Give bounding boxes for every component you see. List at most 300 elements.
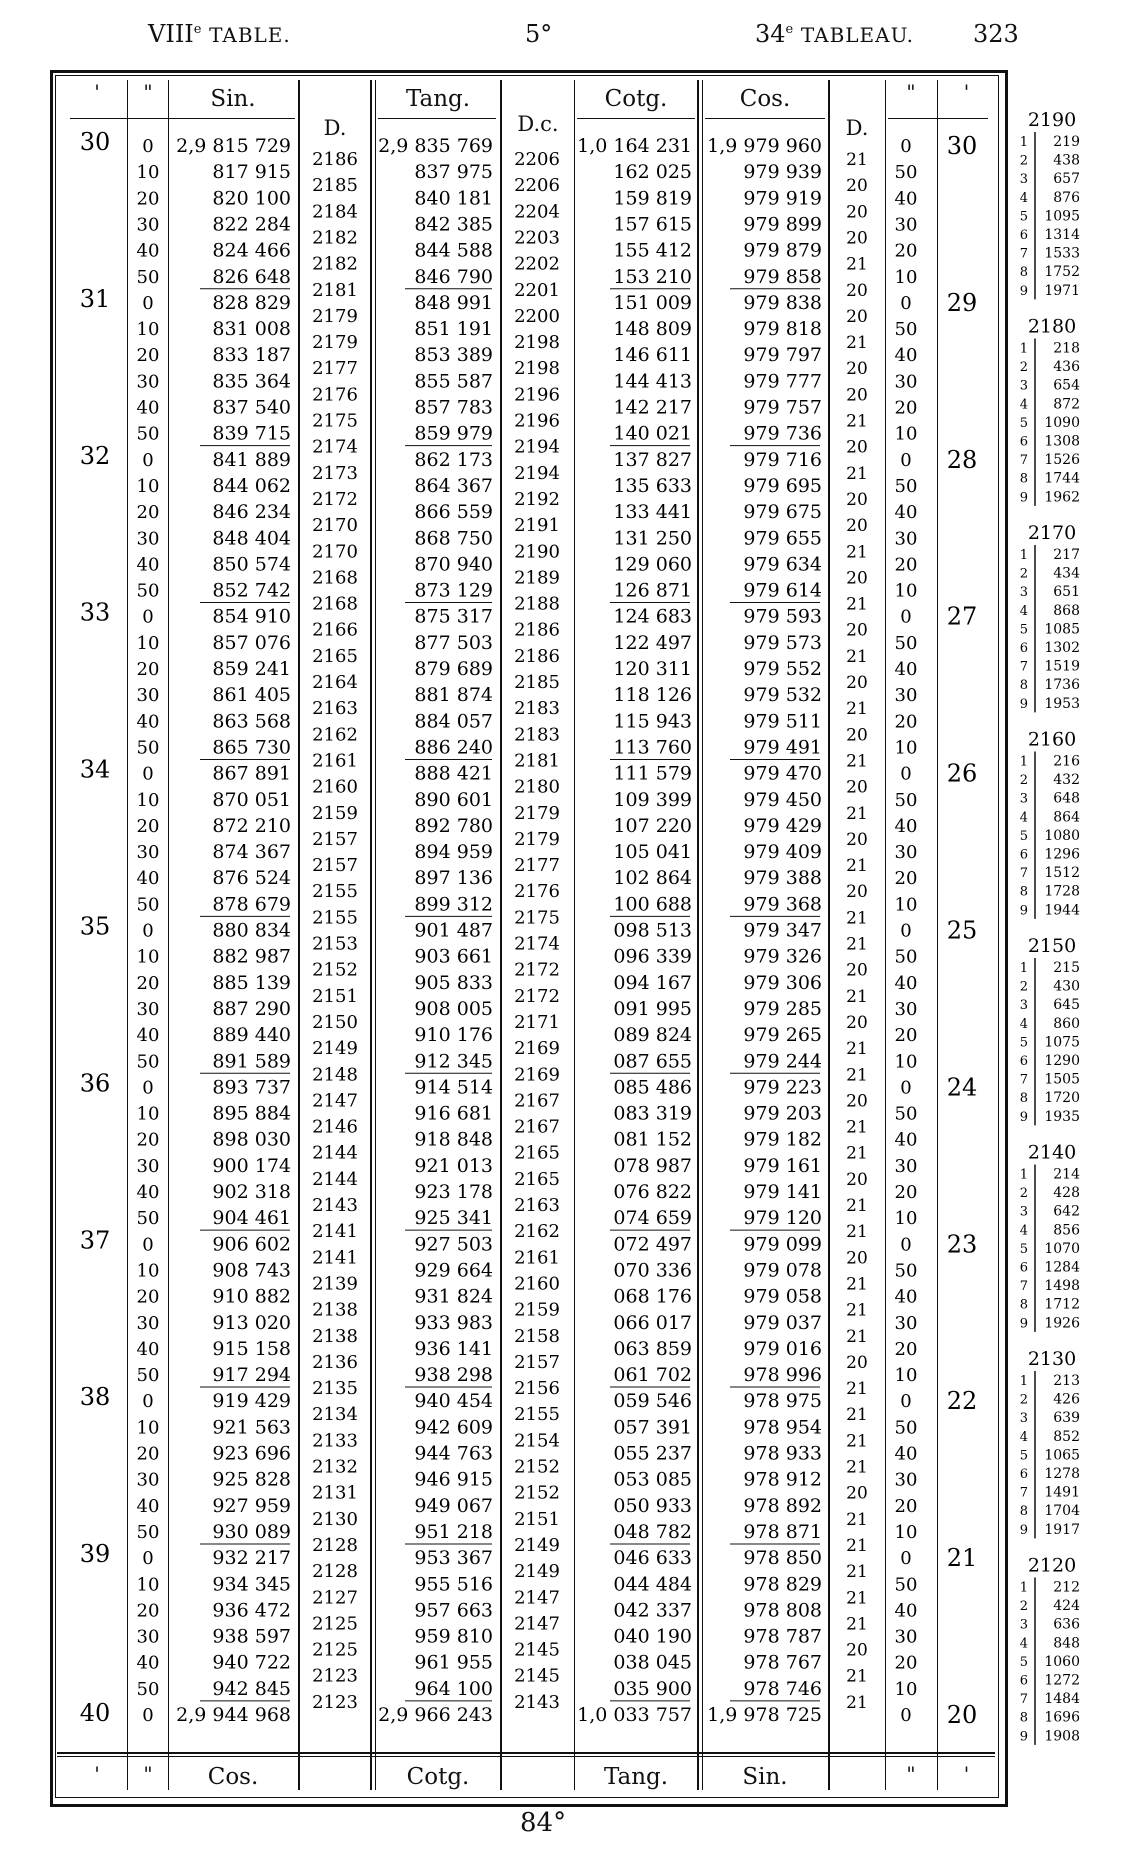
pp-index: 3 [1019, 172, 1028, 188]
cos-cell: 979 429 [743, 814, 822, 837]
seconds-right-cell: 40 [894, 1600, 918, 1622]
pp-index: 2 [1019, 566, 1028, 582]
diff-cell: 2147 [312, 1090, 358, 1112]
seconds-cell: 20 [136, 815, 160, 837]
seconds-cell: 50 [136, 423, 160, 445]
cotg-cell: 109 399 [613, 788, 692, 811]
diff-cell: 2128 [312, 1561, 358, 1583]
diff-cell: 2185 [312, 175, 358, 197]
seconds-cell: 30 [136, 1469, 160, 1491]
pp-value: 1704 [1044, 1503, 1080, 1520]
sin-cell: 824 466 [212, 239, 291, 262]
diff-cell: 2179 [312, 332, 358, 354]
diff-cos-cell: 20 [846, 1248, 868, 1269]
tang-cell: 901 487 [414, 919, 493, 942]
seconds-cell: 40 [136, 1652, 160, 1674]
seconds-cell: 10 [136, 632, 160, 654]
diff-cell: 2141 [312, 1247, 358, 1269]
tang-cell: 870 940 [414, 553, 493, 576]
cos-cell: 979 161 [743, 1154, 822, 1177]
diff-cell: 2125 [312, 1613, 358, 1635]
diff-cos-cell: 21 [846, 594, 868, 615]
diff-cos-cell: 20 [846, 777, 868, 798]
diff-cos-cell: 21 [846, 1117, 868, 1138]
seconds-right-cell: 40 [894, 188, 918, 210]
diff-cell: 2168 [312, 567, 358, 589]
cotg-cell: 083 319 [613, 1102, 692, 1125]
diff-cos-cell: 20 [846, 673, 868, 693]
diff-common-cell: 2159 [514, 1299, 560, 1321]
pp-index: 1 [1019, 341, 1028, 357]
pp-index: 4 [1019, 1016, 1028, 1032]
pp-index: 7 [1019, 453, 1028, 469]
seconds-right-cell: 40 [894, 659, 918, 680]
minute-label-right: 29 [946, 288, 978, 317]
sin-cell: 841 889 [212, 448, 291, 471]
pp-value: 852 [1053, 1428, 1080, 1445]
tang-cell: 910 176 [414, 1024, 493, 1047]
cos-cell: 979 491 [743, 736, 822, 759]
pp-index: 8 [1019, 1091, 1028, 1107]
diff-cell: 2182 [312, 253, 358, 275]
tang-cell: 888 421 [414, 762, 493, 785]
seconds-cell: 50 [136, 1521, 160, 1543]
cos-cell: 978 975 [743, 1390, 822, 1413]
cotg-cell: 144 413 [613, 370, 692, 393]
tang-cell: 862 173 [414, 448, 493, 471]
seconds-right-cell: 20 [894, 240, 918, 262]
seconds-right-cell: 0 [900, 606, 912, 628]
tang-cell: 859 979 [414, 422, 493, 445]
diff-common-cell: 2157 [514, 1351, 560, 1373]
seconds-right-cell: 0 [900, 763, 912, 785]
foot-head-seconds: " [143, 1762, 153, 1786]
seconds-cell: 30 [136, 214, 160, 236]
pp-value: 868 [1053, 602, 1080, 619]
pp-title: 2120 [1027, 1554, 1077, 1577]
cos-cell: 979 858 [743, 265, 822, 288]
cos-cell: 979 919 [743, 187, 822, 210]
header-roman: VIII [148, 20, 194, 48]
pp-title: 2180 [1027, 315, 1077, 338]
sin-cell: 865 730 [212, 736, 291, 759]
seconds-right-cell: 30 [894, 842, 918, 864]
pp-index: 8 [1019, 884, 1028, 900]
pp-index: 3 [1019, 1411, 1028, 1427]
minute-label: 38 [79, 1383, 111, 1412]
pp-index: 3 [1019, 998, 1028, 1014]
diff-cos-cell: 21 [846, 1457, 868, 1478]
diff-common-cell: 2147 [514, 1613, 560, 1635]
seconds-right-cell: 10 [894, 1521, 918, 1543]
pp-value: 1080 [1044, 827, 1080, 844]
cos-cell: 979 306 [743, 971, 822, 994]
diff-common-cell: 2175 [514, 907, 560, 929]
pp-index: 7 [1019, 1692, 1028, 1708]
tang-cell: 957 663 [414, 1599, 493, 1622]
diff-common-cell: 2177 [514, 855, 560, 877]
seconds-cell: 20 [136, 972, 160, 994]
seconds-right-cell: 20 [894, 1338, 918, 1360]
tang-cell: 851 191 [414, 318, 493, 341]
diff-cos-cell: 21 [846, 908, 868, 929]
seconds-right-cell: 10 [894, 266, 918, 288]
diff-cell: 2159 [312, 802, 358, 824]
diff-common-cell: 2176 [514, 881, 560, 903]
header-right-word: TABLEAU. [800, 23, 914, 47]
col-head-dc: D.c. [517, 112, 559, 136]
pp-index: 9 [1019, 1729, 1028, 1745]
seconds-cell: 10 [136, 789, 160, 811]
sin-cell: 837 540 [212, 396, 291, 419]
sin-cell: 872 210 [212, 814, 291, 837]
diff-cos-cell: 21 [846, 1614, 868, 1635]
seconds-right-cell: 50 [894, 632, 918, 654]
diff-cos-cell: 20 [846, 620, 868, 641]
tang-cell: 959 810 [414, 1625, 493, 1648]
sin-cell: 915 158 [212, 1337, 291, 1360]
seconds-right-cell: 10 [894, 894, 918, 916]
cos-cell: 978 954 [743, 1416, 822, 1439]
pp-index: 6 [1019, 1260, 1028, 1276]
header-right-num: 34 [755, 20, 786, 48]
sin-cell: 921 563 [212, 1416, 291, 1439]
pp-value: 1728 [1044, 883, 1080, 900]
minute-label: 30 [79, 128, 111, 156]
cotg-cell: 129 060 [613, 553, 692, 576]
seconds-cell: 0 [142, 920, 154, 942]
seconds-right-cell: 30 [894, 685, 918, 707]
cos-cell: 979 037 [743, 1311, 822, 1334]
diff-cell: 2123 [312, 1691, 358, 1713]
tang-cell: 884 057 [414, 710, 493, 733]
pp-value: 218 [1053, 340, 1080, 357]
minute-label-right: 22 [946, 1387, 978, 1416]
diff-common-cell: 2174 [514, 933, 560, 955]
diff-cos-cell: 20 [846, 202, 868, 223]
tang-cell: 925 341 [414, 1207, 493, 1230]
tang-cell: 921 013 [414, 1154, 493, 1177]
pp-value: 432 [1053, 772, 1080, 789]
seconds-cell: 0 [142, 449, 154, 471]
pp-index: 4 [1019, 190, 1028, 206]
pp-value: 212 [1053, 1579, 1080, 1596]
tang-cell: 875 317 [414, 605, 493, 628]
foot-head-seconds-right: " [906, 1762, 916, 1786]
minute-label: 39 [79, 1540, 111, 1569]
cos-cell: 979 409 [743, 841, 822, 864]
sin-cell: 940 722 [212, 1651, 291, 1674]
seconds-cell: 40 [136, 1495, 160, 1517]
diff-cell: 2160 [312, 776, 358, 798]
pp-value: 1278 [1044, 1466, 1080, 1482]
pp-value: 1290 [1044, 1053, 1080, 1069]
sin-cell: 850 574 [212, 553, 291, 576]
cotg-cell: 162 025 [613, 161, 692, 184]
pp-title: 2130 [1027, 1348, 1077, 1370]
diff-cell: 2152 [312, 959, 358, 981]
cos-cell: 979 223 [743, 1076, 822, 1099]
pp-index: 3 [1019, 1617, 1028, 1633]
tang-cell: 879 689 [414, 658, 493, 680]
sin-cell: 910 882 [212, 1285, 291, 1308]
tang-cell: 944 763 [414, 1442, 493, 1465]
sin-cell: 927 959 [212, 1494, 291, 1517]
diff-cell: 2131 [312, 1482, 358, 1504]
diff-common-cell: 2165 [514, 1168, 560, 1190]
sin-cell: 938 597 [212, 1625, 291, 1648]
diff-common-cell: 2186 [514, 645, 560, 667]
diff-cos-cell: 21 [846, 646, 868, 667]
cotg-cell: 057 391 [613, 1416, 692, 1439]
cotg-cell: 151 009 [613, 291, 692, 314]
cos-cell: 978 850 [743, 1547, 822, 1570]
tang-cell: 886 240 [414, 736, 493, 759]
cotg-cell: 1,0 033 757 [577, 1704, 692, 1726]
diff-cell: 2138 [312, 1299, 358, 1321]
diff-common-cell: 2171 [514, 1011, 560, 1033]
col-head-d2: D. [845, 116, 869, 140]
diff-cell: 2128 [312, 1534, 358, 1556]
cos-cell: 979 939 [743, 161, 822, 184]
cos-cell: 979 511 [743, 710, 822, 733]
diff-common-cell: 2172 [514, 959, 560, 981]
diff-cell: 2170 [312, 515, 358, 537]
diff-cos-cell: 21 [846, 1509, 868, 1530]
seconds-right-cell: 50 [894, 1103, 918, 1125]
seconds-cell: 0 [142, 1705, 154, 1726]
minute-label: 35 [79, 912, 111, 941]
pp-value: 645 [1053, 997, 1080, 1014]
sin-cell: 831 008 [212, 318, 291, 341]
diff-common-cell: 2152 [514, 1482, 560, 1504]
seconds-right-cell: 30 [894, 371, 918, 393]
minute-label: 37 [79, 1226, 111, 1255]
diff-cell: 2133 [312, 1430, 358, 1452]
pp-value: 1065 [1044, 1447, 1080, 1464]
pp-title: 2170 [1027, 522, 1077, 544]
pp-value: 848 [1053, 1635, 1080, 1652]
pp-value: 1744 [1044, 470, 1080, 487]
cos-cell: 979 879 [743, 239, 822, 262]
diff-common-cell: 2201 [514, 279, 560, 301]
pp-index: 1 [1019, 135, 1028, 150]
sin-cell: 885 139 [212, 971, 291, 994]
seconds-right-cell: 30 [894, 1626, 918, 1648]
diff-common-cell: 2200 [514, 305, 560, 327]
diff-common-cell: 2183 [514, 724, 560, 746]
tang-cell: 877 503 [414, 631, 493, 654]
seconds-cell: 40 [136, 1338, 160, 1360]
diff-cell: 2138 [312, 1325, 358, 1347]
diff-cell: 2175 [312, 410, 358, 432]
cotg-cell: 072 497 [613, 1233, 692, 1256]
cos-cell: 979 777 [743, 370, 822, 393]
pp-value: 1302 [1044, 640, 1080, 656]
tang-cell: 846 790 [414, 265, 493, 288]
cotg-cell: 133 441 [613, 501, 692, 524]
seconds-right-cell: 20 [894, 554, 918, 576]
pp-index: 5 [1019, 209, 1028, 225]
seconds-cell: 20 [136, 502, 160, 524]
pp-value: 1272 [1044, 1672, 1080, 1689]
pp-index: 6 [1019, 228, 1028, 243]
pp-index: 3 [1019, 791, 1028, 807]
diff-common-cell: 2189 [514, 567, 560, 589]
pp-index: 5 [1019, 828, 1028, 844]
diff-cell: 2157 [312, 828, 358, 850]
col-rule [828, 80, 830, 1790]
seconds-cell: 0 [142, 1548, 154, 1570]
seconds-cell: 20 [136, 1443, 160, 1465]
pp-index: 5 [1019, 622, 1028, 638]
minute-label: 36 [79, 1069, 111, 1098]
pp-value: 860 [1053, 1015, 1080, 1032]
diff-cell: 2134 [312, 1404, 358, 1426]
pp-index: 1 [1019, 754, 1028, 770]
seconds-cell: 10 [136, 162, 160, 184]
diff-cell: 2132 [312, 1456, 358, 1478]
diff-cell: 2150 [312, 1011, 358, 1033]
seconds-right-cell: 20 [894, 1495, 918, 1517]
diff-cos-cell: 21 [846, 542, 868, 563]
tang-cell: 899 312 [414, 893, 493, 916]
sin-cell: 902 318 [212, 1181, 291, 1203]
diff-common-cell: 2185 [514, 672, 560, 693]
diff-common-cell: 2186 [514, 619, 560, 641]
col-head-tang: Tang. [405, 86, 471, 112]
diff-cos-cell: 21 [846, 1300, 868, 1321]
seconds-cell: 50 [136, 1678, 160, 1700]
cos-cell: 978 892 [743, 1494, 822, 1517]
diff-cell: 2139 [312, 1273, 358, 1295]
diff-cos-cell: 21 [846, 1535, 868, 1556]
diff-cos-cell: 21 [846, 333, 868, 354]
seconds-right-cell: 30 [894, 1469, 918, 1491]
cos-cell: 978 767 [743, 1651, 822, 1674]
cotg-cell: 063 859 [613, 1337, 692, 1360]
pp-value: 1519 [1044, 658, 1080, 675]
diff-cos-cell: 20 [846, 176, 868, 197]
cotg-cell: 135 633 [613, 474, 692, 497]
seconds-cell: 10 [136, 1417, 160, 1439]
col-rule [697, 80, 699, 1790]
pp-value: 864 [1053, 809, 1080, 826]
diff-cell: 2127 [312, 1587, 358, 1609]
foot-head-cos: Cos. [207, 1764, 259, 1790]
diff-common-cell: 2198 [514, 358, 560, 380]
pp-index: 6 [1019, 641, 1028, 656]
pp-value: 1720 [1044, 1090, 1080, 1107]
diff-cell: 2163 [312, 698, 358, 720]
cos-cell: 979 058 [743, 1285, 822, 1308]
pp-index: 1 [1019, 1374, 1028, 1389]
tang-cell: 961 955 [414, 1651, 493, 1674]
diff-common-cell: 2198 [514, 332, 560, 354]
pp-index: 4 [1019, 1223, 1028, 1239]
minute-label-right: 25 [946, 916, 978, 945]
cotg-cell: 137 827 [613, 448, 692, 471]
sin-cell: 908 743 [212, 1259, 291, 1282]
sin-cell: 874 367 [212, 841, 291, 864]
sin-cell: 867 891 [212, 762, 291, 785]
minute-label-right: 21 [946, 1544, 978, 1573]
diff-common-cell: 2204 [514, 201, 560, 223]
sin-cell: 893 737 [212, 1076, 291, 1099]
diff-cos-cell: 20 [846, 1483, 868, 1504]
cos-cell: 979 470 [743, 762, 822, 785]
cos-cell: 979 347 [743, 919, 822, 942]
sin-cell: 923 696 [212, 1442, 291, 1465]
pp-value: 1060 [1044, 1653, 1080, 1670]
diff-cos-cell: 20 [846, 1640, 868, 1661]
pp-index: 2 [1019, 360, 1028, 376]
seconds-right-cell: 0 [900, 1234, 912, 1256]
seconds-right-cell: 20 [894, 397, 918, 419]
diff-cos-cell: 21 [846, 150, 868, 170]
tang-cell: 892 780 [414, 814, 493, 837]
sin-cell: 925 828 [212, 1468, 291, 1491]
cos-cell: 979 450 [743, 788, 822, 811]
pp-index: 7 [1019, 659, 1028, 675]
col-head-cotg: Cotg. [604, 86, 668, 112]
cotg-cell: 140 021 [613, 422, 692, 445]
tang-cell: 903 661 [414, 945, 493, 968]
pp-value: 1971 [1044, 282, 1080, 299]
col-head-seconds: " [143, 80, 153, 104]
cotg-cell: 118 126 [613, 684, 692, 707]
diff-cos-cell: 21 [846, 1065, 868, 1086]
diff-cell: 2144 [312, 1168, 358, 1190]
seconds-right-cell: 30 [894, 528, 918, 550]
tang-cell: 923 178 [414, 1181, 493, 1203]
cos-cell: 979 326 [743, 945, 822, 968]
pp-value: 1736 [1044, 677, 1080, 694]
cotg-cell: 146 611 [613, 344, 692, 367]
cotg-cell: 048 782 [613, 1520, 692, 1543]
cotg-cell: 074 659 [613, 1207, 692, 1230]
header-rule [888, 118, 988, 119]
header-left [148, 20, 291, 48]
minute-label-right: 24 [946, 1073, 978, 1102]
minute-label: 40 [79, 1699, 111, 1727]
tang-cell: 2,9 835 769 [378, 135, 493, 157]
col-rule [370, 80, 372, 1790]
diff-common-cell: 2162 [514, 1221, 560, 1243]
diff-common-cell: 2196 [514, 384, 560, 406]
diff-cell: 2165 [312, 645, 358, 667]
diff-common-cell: 2194 [514, 436, 560, 458]
cos-cell: 978 871 [743, 1520, 822, 1543]
diff-common-cell: 2165 [514, 1142, 560, 1164]
seconds-right-cell: 40 [894, 815, 918, 837]
diff-cos-cell: 21 [846, 1222, 868, 1243]
minute-label-right: 26 [946, 759, 978, 788]
seconds-cell: 20 [136, 659, 160, 680]
cotg-cell: 081 152 [613, 1128, 692, 1151]
pp-value: 214 [1053, 1166, 1080, 1183]
pp-value: 636 [1053, 1616, 1080, 1633]
seconds-right-cell: 10 [894, 737, 918, 759]
footer-degrees: 84° [520, 1808, 567, 1838]
tang-cell: 853 389 [414, 344, 493, 367]
seconds-cell: 10 [136, 319, 160, 341]
pp-index: 7 [1019, 246, 1028, 262]
cos-cell: 979 634 [743, 553, 822, 576]
cotg-cell: 089 824 [613, 1024, 692, 1047]
pp-index: 2 [1019, 1186, 1028, 1202]
cos-cell: 979 736 [743, 422, 822, 445]
